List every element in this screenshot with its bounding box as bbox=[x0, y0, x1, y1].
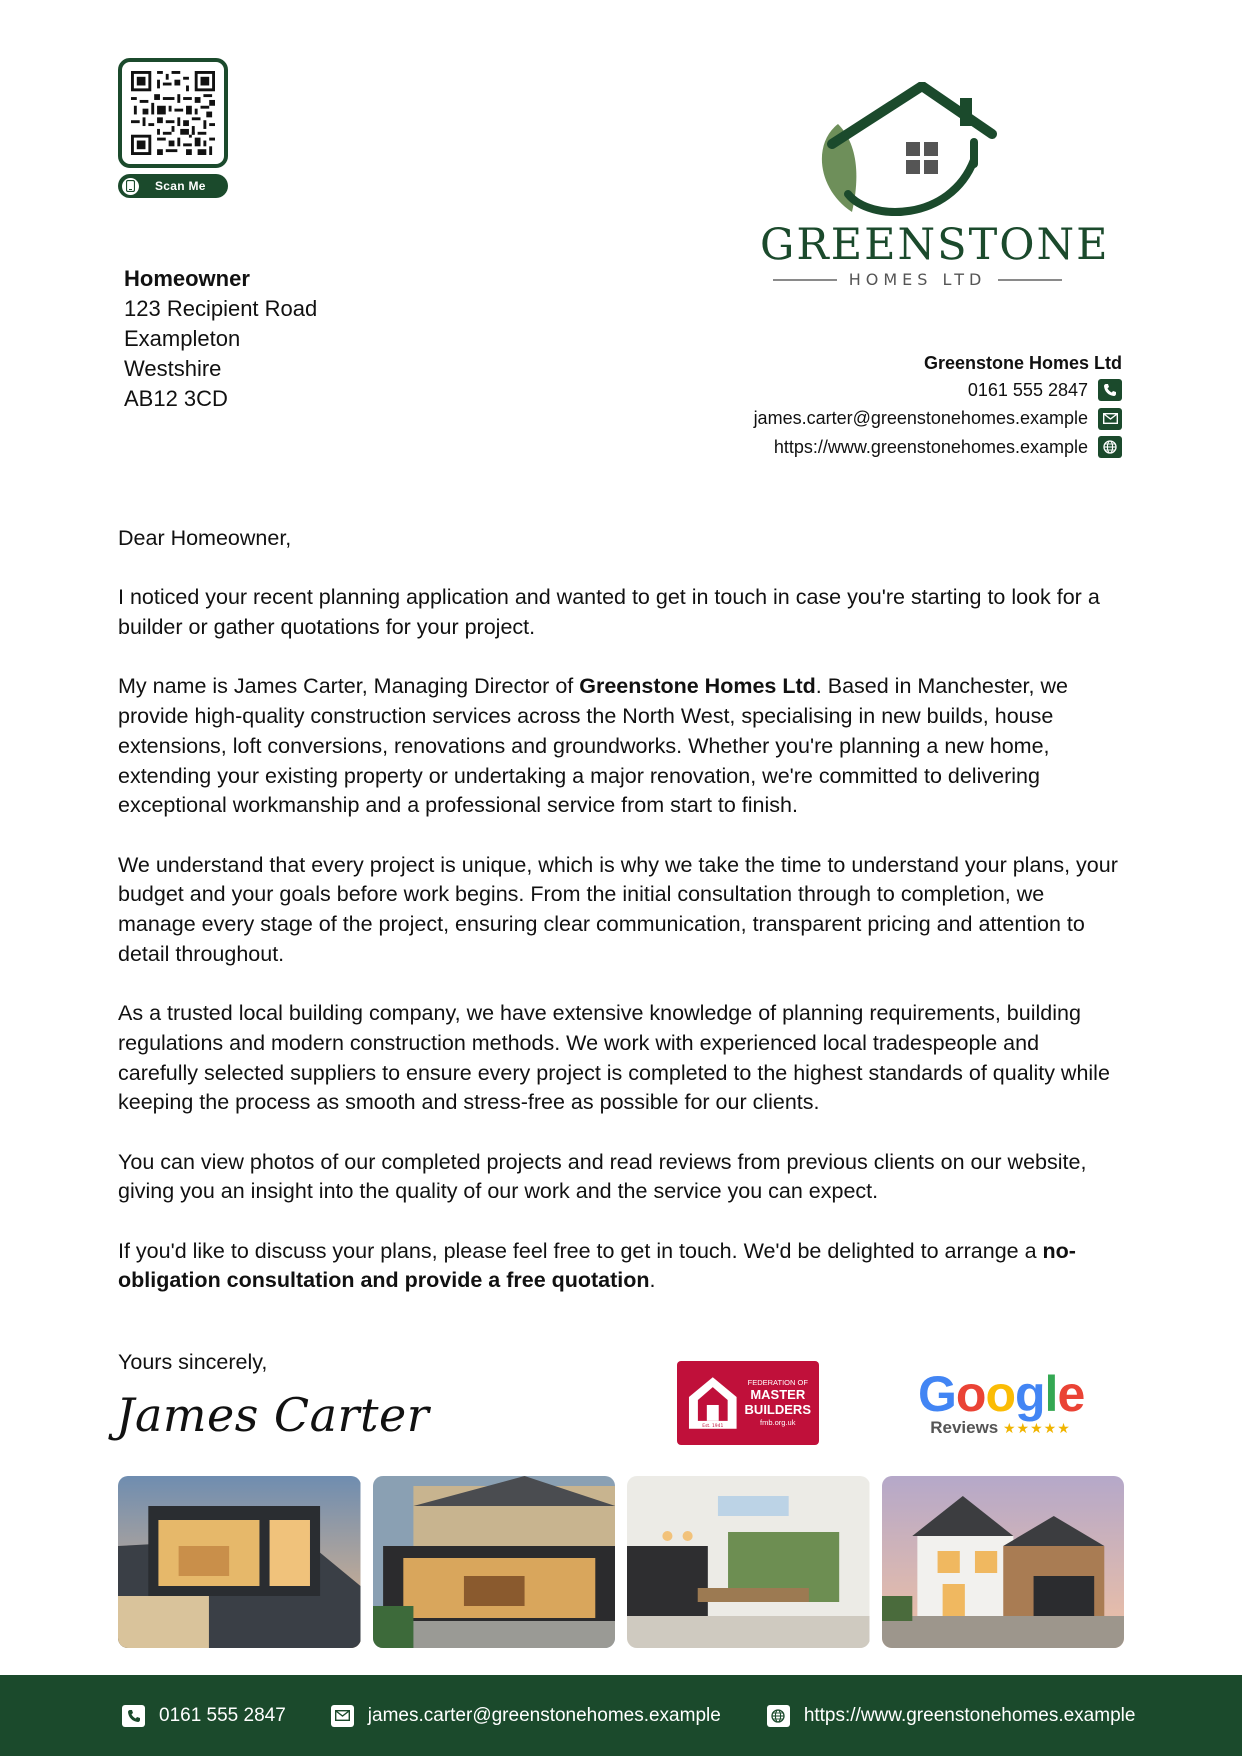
fmb-url: fmb.org.uk bbox=[760, 1418, 796, 1427]
recipient-address bbox=[124, 264, 317, 414]
fmb-line3: BUILDERS bbox=[744, 1402, 811, 1417]
sender-email[interactable]: james.carter@greenstonehomes.example bbox=[753, 408, 1088, 429]
recipient-address-line: Exampleton bbox=[124, 326, 241, 351]
logo-wordmark: GREENSTONE bbox=[760, 220, 1110, 270]
paragraph-expertise: As a trusted local building company, we have extensive knowledge of planning requirements, building regulations and modern construction methods. We work with experienced local tradespeople and carefully selected suppliers to ensure every project is completed to the highest standards of quality while keeping the process as smooth and stress-free as possible for our clients. bbox=[118, 1001, 1110, 1115]
sender-phone-row bbox=[754, 376, 1122, 405]
qr-code-icon bbox=[131, 71, 215, 155]
offer-bold: no-obligation consultation and provide a free quotation bbox=[118, 1238, 1076, 1293]
phone-icon bbox=[1098, 379, 1122, 401]
house-leaf-icon bbox=[760, 82, 1075, 222]
email-icon bbox=[331, 1705, 354, 1727]
company-name-bold: Greenstone Homes Ltd bbox=[579, 674, 816, 699]
globe-icon bbox=[1098, 436, 1122, 458]
email-icon bbox=[1098, 408, 1122, 430]
star-rating: ★★★★★ bbox=[1003, 1420, 1071, 1436]
letter-body bbox=[118, 524, 1124, 1296]
footer-phone[interactable] bbox=[122, 1705, 286, 1727]
fmb-text bbox=[745, 1378, 811, 1428]
google-reviews-badge[interactable] bbox=[918, 1368, 1083, 1438]
recipient-name: Homeowner bbox=[124, 266, 250, 291]
sender-website[interactable]: https://www.greenstonehomes.example bbox=[773, 436, 1088, 457]
new-build-house-photo bbox=[882, 1476, 1125, 1648]
globe-icon bbox=[767, 1705, 790, 1727]
paragraph-intro: I noticed your recent planning application and wanted to get in touch in case you're starting to look for a builder or gather quotations for your project. bbox=[118, 585, 1100, 640]
tagline-divider bbox=[773, 279, 837, 281]
project-photos bbox=[118, 1476, 1124, 1648]
tagline-divider bbox=[998, 279, 1062, 281]
rear-extension-photo bbox=[373, 1476, 616, 1648]
paragraph-text: . Based in Manchester, we provide high-quality construction services across the North West, specialising in new builds, house extensions, loft conversions, renovations and groundworks. Whether you're planning a new home, extending your existing property or undertaking a major renovation, we're committed to delivering exceptional workmanship and a professional service from start to finish. bbox=[118, 674, 1068, 818]
paragraph-text: If you'd like to discuss your plans, please feel free to get in touch. We'd be delighted to arrange a bbox=[118, 1238, 1043, 1263]
google-reviews-label bbox=[918, 1418, 1083, 1438]
sender-website-row bbox=[754, 433, 1122, 462]
paragraph-call-to-action bbox=[118, 1237, 1124, 1296]
recipient-address-line: Westshire bbox=[124, 356, 222, 381]
scan-me-text: Scan Me bbox=[155, 179, 206, 193]
signature: James Carter bbox=[116, 1388, 430, 1442]
recipient-address-line: AB12 3CD bbox=[124, 386, 228, 411]
footer-website[interactable] bbox=[767, 1705, 1136, 1727]
footer-email[interactable] bbox=[331, 1705, 721, 1727]
sender-email-row bbox=[754, 405, 1122, 434]
google-logo: Google bbox=[918, 1366, 1085, 1422]
logo-tagline: HOMES LTD bbox=[848, 270, 987, 289]
sender-company: Greenstone Homes Ltd bbox=[923, 353, 1122, 373]
qr-code[interactable] bbox=[118, 58, 228, 168]
reviews-text: Reviews bbox=[930, 1418, 999, 1437]
paragraph-about bbox=[118, 672, 1124, 821]
phone-icon bbox=[122, 1705, 145, 1727]
paragraph-approach: We understand that every project is unique, which is why we take the time to understand your plans, your budget and your goals before work begins. From the initial consultation through to completion, we manage every stage of the project, ensuring clear communication, transparent pricing and attention to detail throughout. bbox=[118, 852, 1118, 966]
sender-contact-block bbox=[754, 350, 1122, 462]
footer-phone-text: 0161 555 2847 bbox=[159, 1704, 286, 1726]
footer-email-text: james.carter@greenstonehomes.example bbox=[367, 1704, 721, 1726]
scan-me-label[interactable] bbox=[118, 174, 228, 198]
recipient-address-line: 123 Recipient Road bbox=[124, 296, 318, 321]
sender-phone[interactable]: 0161 555 2847 bbox=[967, 379, 1088, 400]
footer-website-text: https://www.greenstonehomes.example bbox=[803, 1704, 1136, 1726]
kitchen-extension-photo bbox=[627, 1476, 870, 1648]
company-logo bbox=[760, 82, 1110, 292]
fmb-line2: MASTER bbox=[750, 1387, 806, 1402]
fmb-badge bbox=[677, 1361, 819, 1445]
qr-code-block bbox=[118, 58, 230, 198]
fmb-house-icon bbox=[685, 1371, 741, 1435]
fmb-line1: FEDERATION OF bbox=[747, 1378, 808, 1387]
footer-bar bbox=[0, 1675, 1242, 1756]
salutation: Dear Homeowner, bbox=[118, 526, 292, 550]
phone-icon bbox=[122, 178, 139, 195]
paragraph-reviews: You can view photos of our completed projects and read reviews from previous clients on our website, giving you an insight into the quality of our work and the service you can expect. bbox=[118, 1149, 1087, 1204]
fmb-est: Est. 1941 bbox=[702, 1423, 724, 1429]
loft-conversion-photo bbox=[118, 1476, 361, 1648]
logo-tagline-row bbox=[760, 270, 1075, 289]
closing: Yours sincerely, bbox=[118, 1350, 268, 1374]
paragraph-text: . bbox=[649, 1268, 656, 1293]
paragraph-text: My name is James Carter, Managing Director of bbox=[118, 674, 580, 699]
